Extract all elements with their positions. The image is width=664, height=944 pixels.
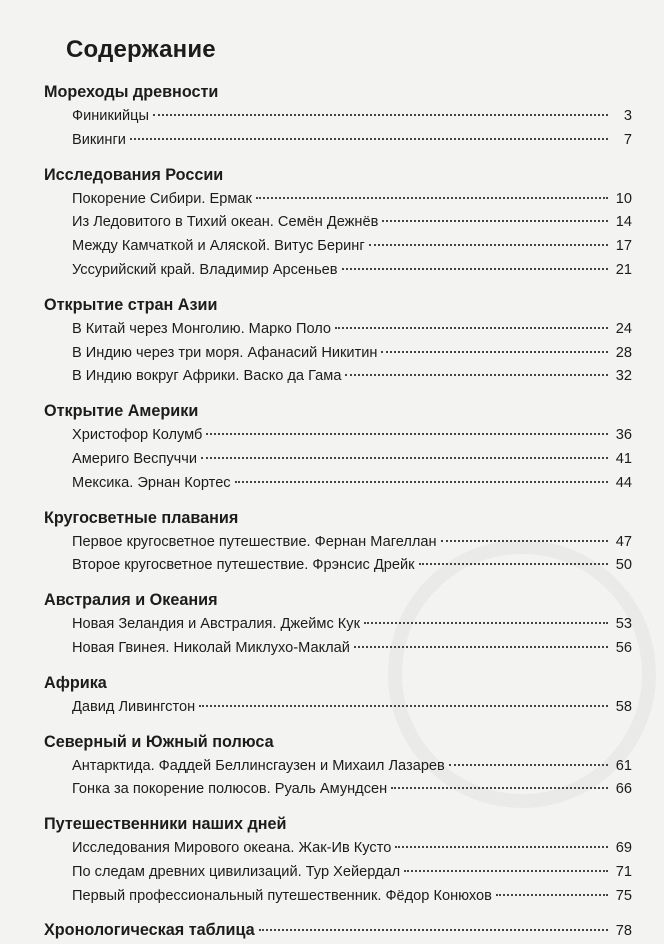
entry-page-number: 44 <box>615 474 632 491</box>
entry-page-number: 41 <box>615 450 632 467</box>
entry-page-number: 3 <box>623 108 632 124</box>
dot-leader <box>206 433 608 435</box>
entry-title: Новая Гвинея. Николай Миклухо-Маклай <box>72 639 350 656</box>
toc-section <box>44 79 632 153</box>
section-entries <box>44 837 632 908</box>
toc-entry <box>44 778 632 802</box>
section-heading: Северный и Южный полюса <box>44 732 274 751</box>
toc-entry <box>44 613 632 637</box>
entry-title: Из Ледовитого в Тихий океан. Семён Дежнёв <box>72 214 379 231</box>
entry-page-number: 7 <box>623 131 632 148</box>
dot-leader <box>335 327 608 329</box>
section-heading: Открытие стран Азии <box>44 295 218 314</box>
toc-entry <box>44 531 632 555</box>
dot-leader <box>382 220 608 222</box>
dot-leader <box>449 764 608 766</box>
entry-title: Антарктида. Фаддей Беллинсгаузен и Михаил Лазарев <box>72 757 445 774</box>
dot-leader <box>259 929 608 931</box>
entry-page-number: 36 <box>615 427 632 444</box>
toc-entry <box>44 365 632 389</box>
toc-entry <box>44 755 632 779</box>
section-entries <box>44 613 632 661</box>
toc-final-row <box>44 917 632 943</box>
dot-leader <box>404 870 608 872</box>
dot-leader <box>419 563 608 565</box>
toc-section <box>44 729 632 803</box>
entry-page-number: 66 <box>615 781 632 798</box>
toc-entry <box>44 188 632 212</box>
entry-page-number: 14 <box>615 214 632 231</box>
entry-page-number: 50 <box>615 557 632 574</box>
section-entries <box>44 531 632 579</box>
toc-entry <box>44 837 632 861</box>
entry-title: Покорение Сибири. Ермак <box>72 190 252 207</box>
toc-entry <box>44 472 632 496</box>
toc-section <box>44 505 632 579</box>
entry-page-number: 58 <box>615 698 632 715</box>
section-entries <box>44 318 632 389</box>
toc-section <box>44 587 632 661</box>
dot-leader <box>153 114 608 116</box>
section-entries <box>44 696 632 720</box>
final-page-number: 78 <box>615 922 632 939</box>
dot-leader <box>199 705 608 707</box>
dot-leader <box>364 622 608 624</box>
section-heading: Открытие Америки <box>44 402 199 421</box>
toc-entry <box>44 696 632 720</box>
toc-entry <box>44 885 632 909</box>
entry-title: Америго Веспуччи <box>72 450 198 467</box>
entry-page-number: 28 <box>615 344 632 361</box>
toc-section <box>44 811 632 908</box>
entry-page-number: 69 <box>615 840 632 857</box>
entry-page-number: 17 <box>615 238 632 255</box>
toc-section <box>44 162 632 283</box>
dot-leader <box>496 894 608 896</box>
toc-entry <box>44 424 632 448</box>
dot-leader <box>345 374 608 376</box>
toc-entry <box>44 211 632 235</box>
entry-page-number: 10 <box>615 190 632 207</box>
entry-page-number: 75 <box>615 887 632 904</box>
toc-entry <box>44 259 632 283</box>
section-heading: Африка <box>44 673 107 692</box>
toc-section <box>44 670 632 720</box>
dot-leader <box>391 787 608 789</box>
entry-title: Давид Ливингстон <box>72 698 196 715</box>
entry-title: В Индию вокруг Африки. Васко да Гама <box>72 368 342 385</box>
entry-title: Исследования Мирового океана. Жак-Ив Кусто <box>72 840 392 857</box>
entry-page-number: 24 <box>615 320 632 337</box>
toc-entry <box>44 554 632 578</box>
toc-section <box>44 398 632 495</box>
toc-section <box>44 292 632 389</box>
dot-leader <box>342 268 608 270</box>
entry-title: Второе кругосветное путешествие. Фрэнсис Дрейк <box>72 557 415 574</box>
entry-title: По следам древних цивилизаций. Тур Хейердал <box>72 863 401 880</box>
entry-title: В Китай через Монголию. Марко Поло <box>72 320 332 337</box>
entry-title: Христофор Колумб <box>72 427 203 444</box>
final-title: Хронологическая таблица <box>44 920 255 939</box>
entry-title: Мексика. Эрнан Кортес <box>72 474 231 491</box>
toc-entry <box>44 861 632 885</box>
section-heading: Исследования России <box>44 165 224 184</box>
toc-entry <box>44 105 632 129</box>
dot-leader <box>441 540 608 542</box>
entry-title: Финикийцы <box>72 108 149 124</box>
toc-entry <box>44 637 632 661</box>
entry-title: Гонка за покорение полюсов. Руаль Амундсен <box>72 781 388 798</box>
section-entries <box>44 105 632 153</box>
toc-entry <box>44 448 632 472</box>
table-of-contents <box>44 30 632 943</box>
section-heading: Кругосветные плавания <box>44 508 239 527</box>
entry-page-number: 56 <box>615 639 632 656</box>
toc-entry <box>44 129 632 153</box>
toc-sections <box>44 79 632 909</box>
entry-title: Викинги <box>72 131 126 148</box>
page-title: Содержание <box>66 36 216 63</box>
dot-leader <box>201 457 608 459</box>
section-heading: Австралия и Океания <box>44 591 218 610</box>
entry-title: В Индию через три моря. Афанасий Никитин <box>72 344 378 361</box>
entry-page-number: 71 <box>615 863 632 880</box>
toc-entry <box>44 342 632 366</box>
entry-page-number: 32 <box>615 368 632 385</box>
entry-page-number: 61 <box>615 757 632 774</box>
dot-leader <box>369 244 608 246</box>
entry-title: Новая Зеландия и Австралия. Джеймс Кук <box>72 616 360 633</box>
section-heading: Путешественники наших дней <box>44 815 287 834</box>
section-entries <box>44 188 632 283</box>
dot-leader <box>354 646 608 648</box>
section-heading: Мореходы древности <box>44 83 219 101</box>
dot-leader <box>130 138 608 140</box>
dot-leader <box>256 197 608 199</box>
dot-leader <box>395 846 608 848</box>
entry-title: Первое кругосветное путешествие. Фернан Магеллан <box>72 533 437 550</box>
entry-page-number: 47 <box>615 533 632 550</box>
dot-leader <box>381 351 608 353</box>
entry-page-number: 53 <box>615 616 632 633</box>
toc-entry <box>44 235 632 259</box>
dot-leader <box>235 481 608 483</box>
section-entries <box>44 755 632 803</box>
section-entries <box>44 424 632 495</box>
entry-title: Между Камчаткой и Аляской. Витус Беринг <box>72 238 365 255</box>
toc-entry <box>44 318 632 342</box>
entry-page-number: 21 <box>615 261 632 278</box>
entry-title: Уссурийский край. Владимир Арсеньев <box>72 261 338 278</box>
entry-title: Первый профессиональный путешественник. Фёдор Конюхов <box>72 887 492 904</box>
